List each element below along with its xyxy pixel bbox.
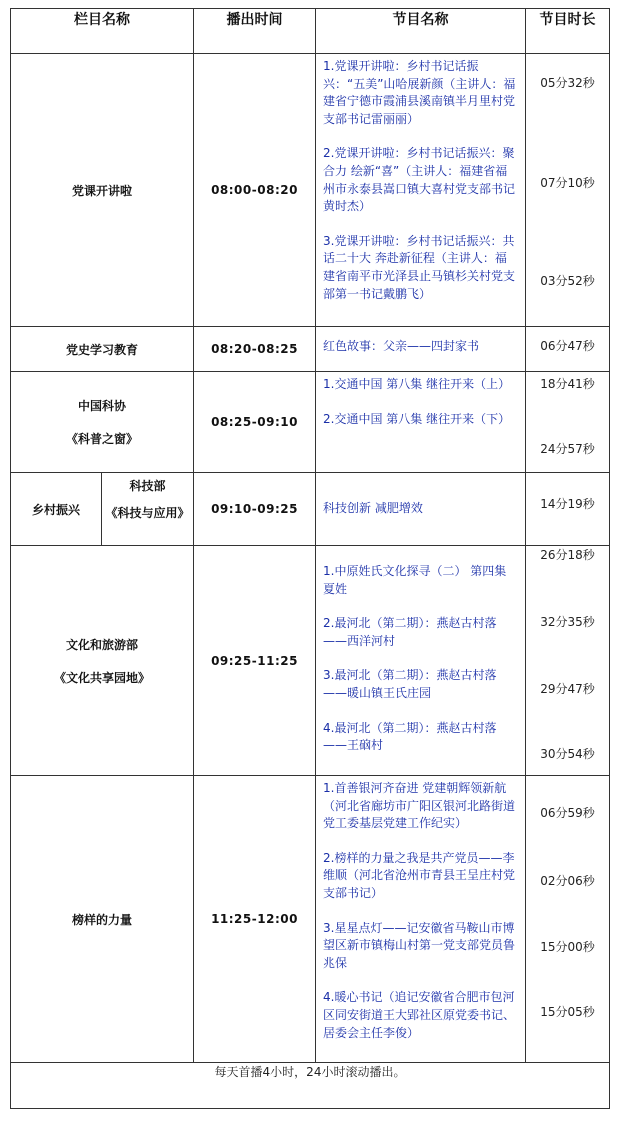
column-name-cell <box>11 776 194 1063</box>
air-time-cell: 08:25-09:10 <box>194 372 316 473</box>
program-item: 红色故事：父亲——四封家书 <box>323 339 480 354</box>
column-name: 文化和旅游部 <box>65 637 138 652</box>
duration-cell <box>526 327 610 372</box>
column-subtitle: 《文化共享园地》 <box>53 670 150 685</box>
program-item: 4.暖心书记（追记安徽省合肥市包河区同安街道王大郢社区原党委书记、居委会主任李俊） <box>323 990 516 1040</box>
duration-value: 07分10秒 <box>540 176 595 190</box>
duration-cell <box>526 372 610 473</box>
duration-cell <box>526 473 610 546</box>
program-item: 1.首善银河齐奋进 党建朝辉领新航（河北省廊坊市广阳区银河北路街道党工委基层党建工作纪实） <box>323 781 516 831</box>
column-right-subtitle: 《科技与应用》 <box>105 506 190 520</box>
header-duration: 节目时长 <box>526 9 610 54</box>
table-row <box>11 546 610 776</box>
duration-value: 26分18秒 <box>540 548 595 562</box>
air-time-cell: 11:25-12:00 <box>194 776 316 1063</box>
program-item: 1.交通中国 第八集 继往开来（上） <box>323 377 511 391</box>
duration-value: 15分00秒 <box>540 940 595 954</box>
column-name-cell <box>11 372 194 473</box>
program-cell <box>316 776 526 1063</box>
program-item: 4.最河北（第二期）：燕赵古村落——王硇村 <box>323 720 497 753</box>
duration-value: 06分47秒 <box>540 339 595 353</box>
duration-value: 02分06秒 <box>540 874 595 888</box>
program-cell <box>316 372 526 473</box>
program-cell <box>316 546 526 776</box>
duration-cell <box>526 776 610 1063</box>
duration-value: 05分32秒 <box>540 76 595 90</box>
duration-cell <box>526 546 610 776</box>
duration-value: 18分41秒 <box>540 377 595 391</box>
program-item: 2.党课开讲啦：乡村书记话振兴：聚合力 绘新“喜”（主讲人：福建省福州市永泰县嵩口镇大喜村党支部书记黄时杰） <box>323 146 516 214</box>
schedule-table <box>10 8 610 1109</box>
duration-value: 15分05秒 <box>540 1005 595 1019</box>
table-row <box>11 54 610 327</box>
program-item: 1.中原姓氏文化探寻（二） 第四集 夏姓 <box>323 564 507 596</box>
program-item: 3.党课开讲啦：乡村书记话振兴：共话二十大 奔赴新征程（主讲人：福建省南平市光泽县止马镇杉关村党支部第一书记戴鹏飞） <box>323 233 516 301</box>
column-subtitle: 《科普之窗》 <box>65 432 138 446</box>
table-row <box>11 473 610 546</box>
footer-note: 每天首播4小时，24小时滚动播出。 <box>11 1063 610 1109</box>
column-name: 榜样的力量 <box>71 912 132 927</box>
table-row <box>11 776 610 1063</box>
program-item: 3.最河北（第二期）：燕赵古村落——暖山镇王氏庄园 <box>323 668 497 700</box>
duration-value: 03分52秒 <box>540 274 595 288</box>
header-column-name: 栏目名称 <box>11 9 194 54</box>
duration-value: 29分47秒 <box>540 682 595 696</box>
duration-value: 32分35秒 <box>540 615 595 629</box>
duration-value: 06分59秒 <box>540 806 595 820</box>
column-right-name: 科技部 <box>129 479 166 493</box>
column-name-cell <box>11 54 194 327</box>
program-item: 2.最河北（第二期）：燕赵古村落——西洋河村 <box>323 616 497 648</box>
duration-value: 30分54秒 <box>540 747 595 761</box>
program-item: 3.星星点灯——记安徽省马鞍山市博望区新市镇梅山村第一党支部党员鲁兆保 <box>323 920 516 970</box>
program-cell <box>316 327 526 372</box>
table-row <box>11 372 610 473</box>
table-row <box>11 327 610 372</box>
program-cell <box>316 473 526 546</box>
header-program-name: 节目名称 <box>316 9 526 54</box>
column-name: 中国科协 <box>77 399 126 413</box>
column-name-cell <box>11 327 194 372</box>
column-name-cell <box>11 546 194 776</box>
air-time-cell: 09:10-09:25 <box>194 473 316 546</box>
column-name: 党课开讲啦 <box>71 183 132 198</box>
air-time-cell: 09:25-11:25 <box>194 546 316 776</box>
duration-cell <box>526 54 610 327</box>
duration-value: 24分57秒 <box>540 442 595 456</box>
header-air-time: 播出时间 <box>194 9 316 54</box>
column-name-cell <box>11 473 102 546</box>
program-item: 1.党课开讲啦：乡村书记话振兴：“五美”山哈展新颜（主讲人：福建省宁德市霞浦县溪南镇半月里村党支部书记雷丽丽） <box>323 59 516 126</box>
duration-value: 14分19秒 <box>540 497 595 511</box>
column-name: 乡村振兴 <box>31 502 80 517</box>
footer-row <box>11 1063 610 1109</box>
column-right-cell <box>102 473 194 546</box>
air-time-cell: 08:00-08:20 <box>194 54 316 327</box>
air-time-cell: 08:20-08:25 <box>194 327 316 372</box>
table-header-row <box>11 9 610 54</box>
column-name: 党史学习教育 <box>65 342 138 357</box>
program-item: 2.榜样的力量之我是共产党员——李维顺（河北省沧州市青县王呈庄村党支部书记） <box>323 850 516 900</box>
program-cell <box>316 54 526 327</box>
program-item: 科技创新 减肥增效 <box>323 501 423 516</box>
program-item: 2.交通中国 第八集 继往开来（下） <box>323 411 511 426</box>
